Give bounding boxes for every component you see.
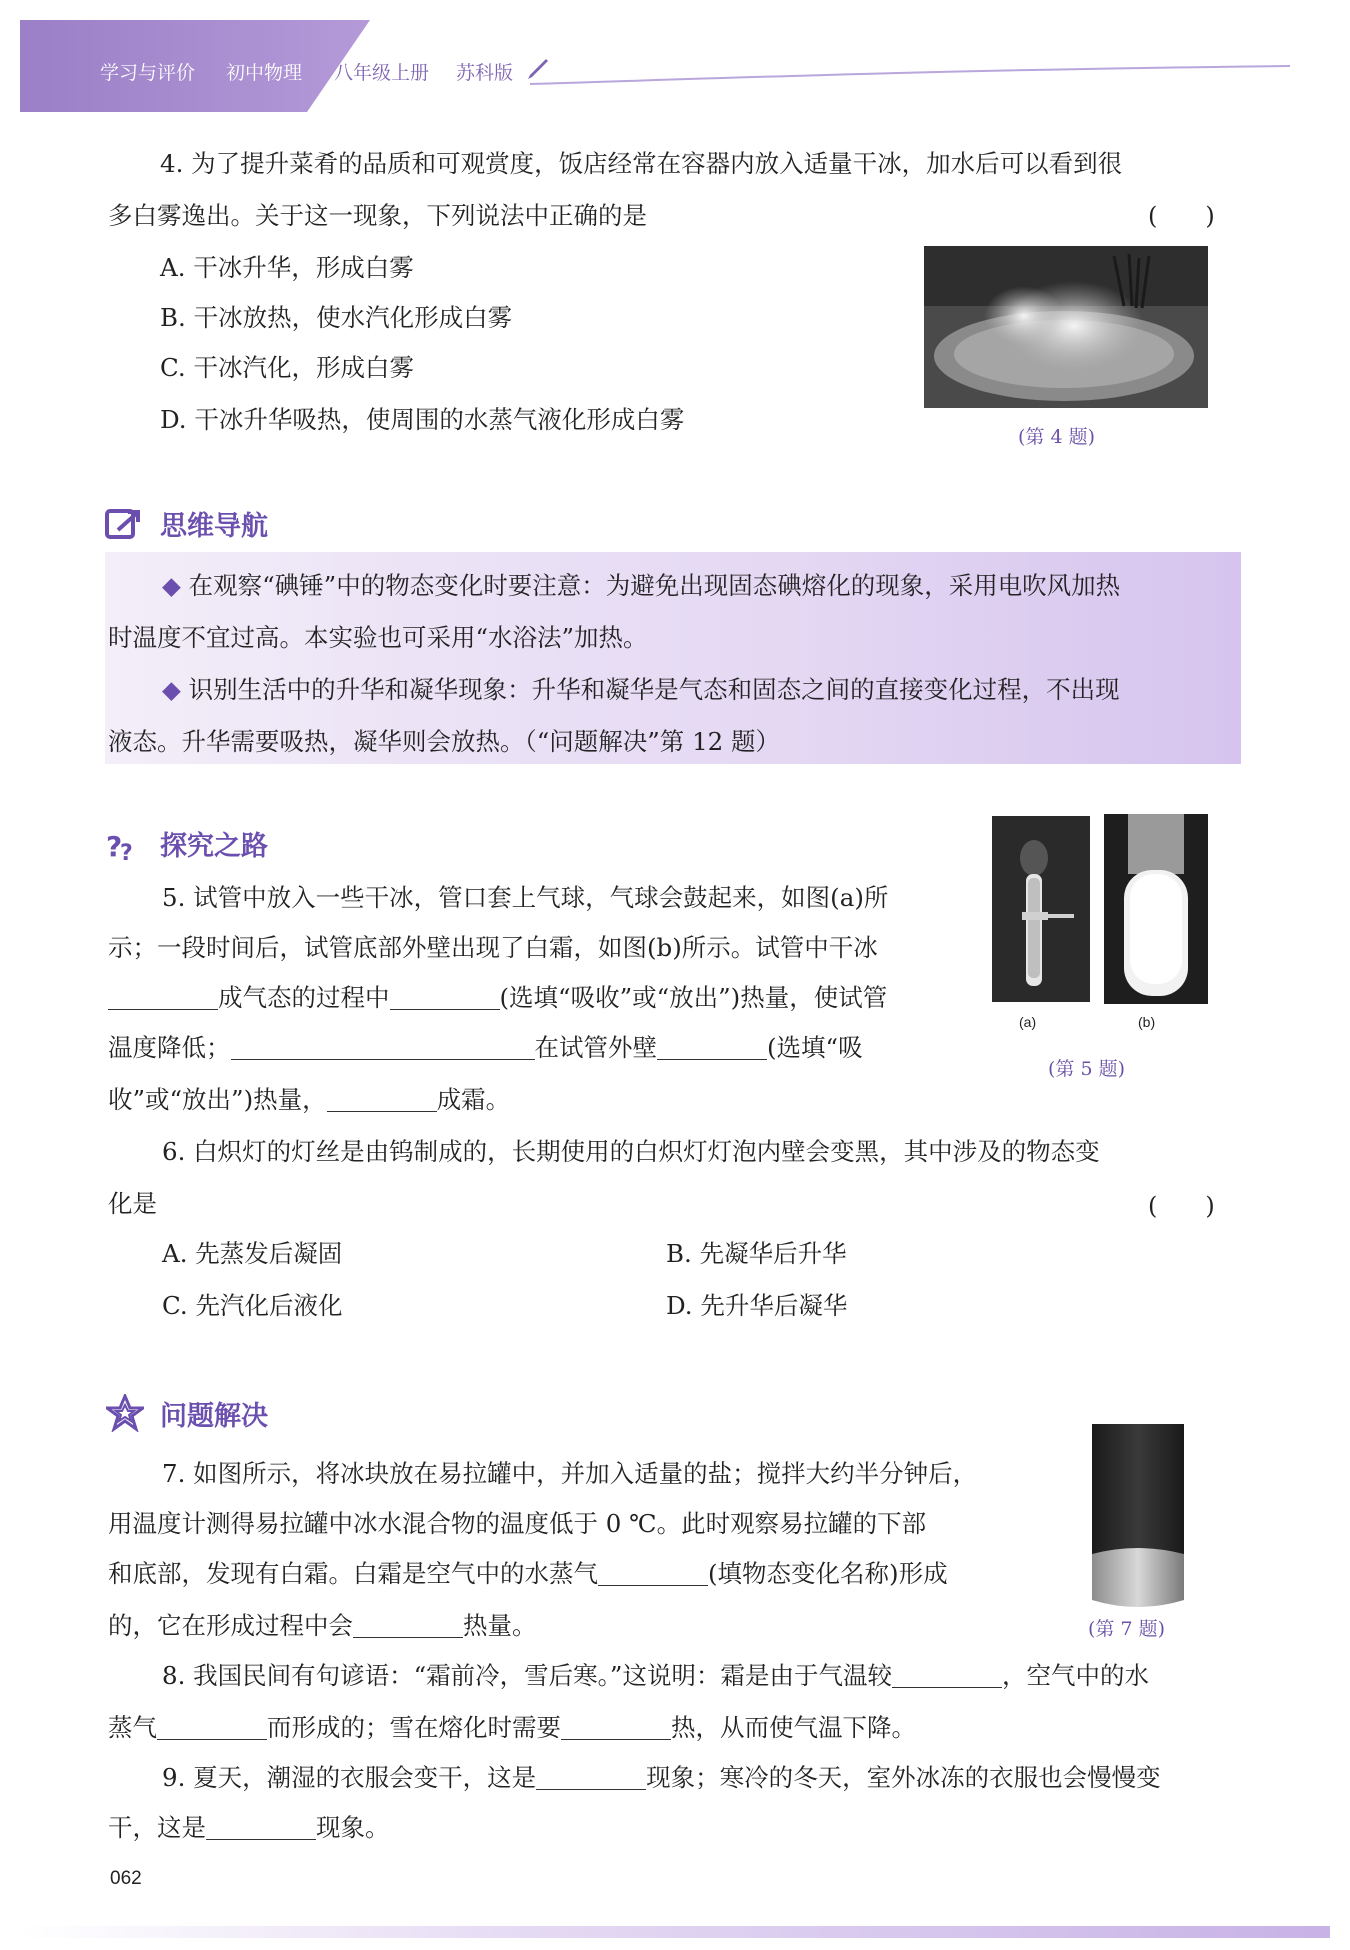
q7-blank-2[interactable] [353,1610,463,1638]
q9-line-2: 干，这是 现象。 [108,1813,390,1842]
q4-line-2: 多白雾逸出。关于这一现象，下列说法中正确的是 [108,201,647,230]
section-title-solve: 问题解决 [160,1401,268,1432]
test-tube-balloon-photo-a [992,816,1090,1002]
q8-blank-2[interactable] [157,1712,267,1740]
tip-1-line-2: 时温度不宜过高。本实验也可采用“水浴法”加热。 [108,623,648,652]
q8-blank-1[interactable] [892,1660,1002,1688]
frosted-can-photo [1088,1424,1188,1616]
q7-line-1: 7. 如图所示，将冰块放在易拉罐中，并加入适量的盐；搅拌大约半分钟后， [162,1459,978,1488]
q5-line-3: 成气态的过程中 (选填“吸收”或“放出”)热量，使试管 [108,972,887,1024]
q5-line-4: 温度降低； 在试管外壁 (选填“吸 [108,1033,863,1062]
q9-blank-2[interactable] [206,1812,316,1840]
section-title-thinking: 思维导航 [160,511,268,542]
question-marks-icon [104,826,142,864]
q5-line-5: 收”或“放出”)热量， 成霜。 [108,1085,511,1114]
header-subject: 初中物理 [226,62,303,84]
q8-blank-3[interactable] [561,1712,671,1740]
q9-line-1: 9. 夏天，潮湿的衣服会变干，这是 现象；寒冷的冬天，室外冰冻的衣服也会慢慢变 [162,1763,1161,1792]
svg-text:?: ? [106,830,123,863]
q6-line-2: 化是 [108,1189,157,1218]
q4-option-b: B. 干冰放热，使水汽化形成白雾 [160,303,513,332]
header-grade: 八年级上册 [334,62,430,84]
q6-option-a: A. 先蒸发后凝固 [162,1239,343,1268]
q5-line-1: 5. 试管中放入一些干冰，管口套上气球，气球会鼓起来，如图(a)所 [162,883,889,912]
dry-ice-dish-photo [924,246,1208,408]
diamond-bullet-icon: ◆ [162,571,181,600]
figure-label-a: (a) [1019,1014,1037,1030]
q4-option-d: D. 干冰升华吸热，使周围的水蒸气液化形成白雾 [160,405,685,434]
q7-line-3: 和底部，发现有白霜。白霜是空气中的水蒸气 (填物态变化名称)形成 [108,1559,948,1588]
q6-option-c: C. 先汽化后液化 [162,1291,343,1320]
q5-blank-4[interactable] [657,1032,767,1060]
tip-1-line-1: ◆ 在观察“碘锤”中的物态变化时要注意：为避免出现固态碘熔化的现象，采用电吹风加热 [162,571,1121,600]
svg-text:?: ? [120,841,133,864]
q4-option-c: C. 干冰汽化，形成白雾 [160,353,414,382]
q7-blank-1[interactable] [598,1558,708,1586]
tip-2-line-1: ◆ 识别生活中的升华和凝华现象：升华和凝华是气态和固态之间的直接变化过程，不出现 [162,675,1120,704]
q5-blank-5[interactable] [327,1084,437,1112]
q6-option-d: D. 先升华后凝华 [666,1291,848,1320]
q5-blank-3[interactable] [231,1032,535,1060]
star-icon [106,1394,144,1432]
tip-2-line-2: 液态。升华需要吸热，凝华则会放热。（“问题解决”第 12 题） [108,727,781,756]
q6-line-1: 6. 白炽灯的灯丝是由钨制成的，长期使用的白炽灯灯泡内壁会变黑，其中涉及的物态变 [162,1137,1100,1166]
q8-line-2: 蒸气 而形成的；雪在熔化时需要 热，从而使气温下降。 [108,1713,916,1742]
edit-arrow-icon [104,506,142,544]
q7-figure-caption: (第 7 题) [1088,1618,1165,1640]
q8-line-1: 8. 我国民间有句谚语：“霜前冷，雪后寒。”这说明：霜是由于气温较 ，空气中的水 [162,1661,1149,1690]
q7-line-4: 的，它在形成过程中会 热量。 [108,1611,537,1640]
figure-label-b: (b) [1138,1014,1156,1030]
q6-option-b: B. 先凝华后升华 [666,1239,847,1268]
q5-figure-caption: (第 5 题) [1048,1058,1125,1080]
q4-answer-paren: ( ) [1148,202,1215,230]
q5-blank-2[interactable] [390,982,500,1010]
q7-line-2: 用温度计测得易拉罐中冰水混合物的温度低于 0 ℃。此时观察易拉罐的下部 [108,1509,927,1538]
q5-blank-1[interactable] [108,982,218,1010]
q4-line-1: 4. 为了提升菜肴的品质和可观赏度，饭店经常在容器内放入适量干冰，加水后可以看到很 [160,149,1123,178]
header-edition: 苏科版 [456,62,514,84]
test-tube-frost-photo-b [1104,814,1208,1004]
footer-band [20,1926,1330,1938]
q5-line-2: 示；一段时间后，试管底部外壁出现了白霜，如图(b)所示。试管中干冰 [108,933,878,962]
diamond-bullet-icon: ◆ [162,675,181,704]
page-number: 062 [110,1868,142,1889]
q9-blank-1[interactable] [536,1762,646,1790]
q4-figure-caption: (第 4 题) [1018,426,1095,448]
section-title-explore: 探究之路 [160,831,268,862]
q4-option-a: A. 干冰升华，形成白雾 [160,253,414,282]
header-series: 学习与评价 [100,62,196,84]
header-decoration-line [530,62,1290,90]
q6-answer-paren: ( ) [1148,1192,1215,1220]
